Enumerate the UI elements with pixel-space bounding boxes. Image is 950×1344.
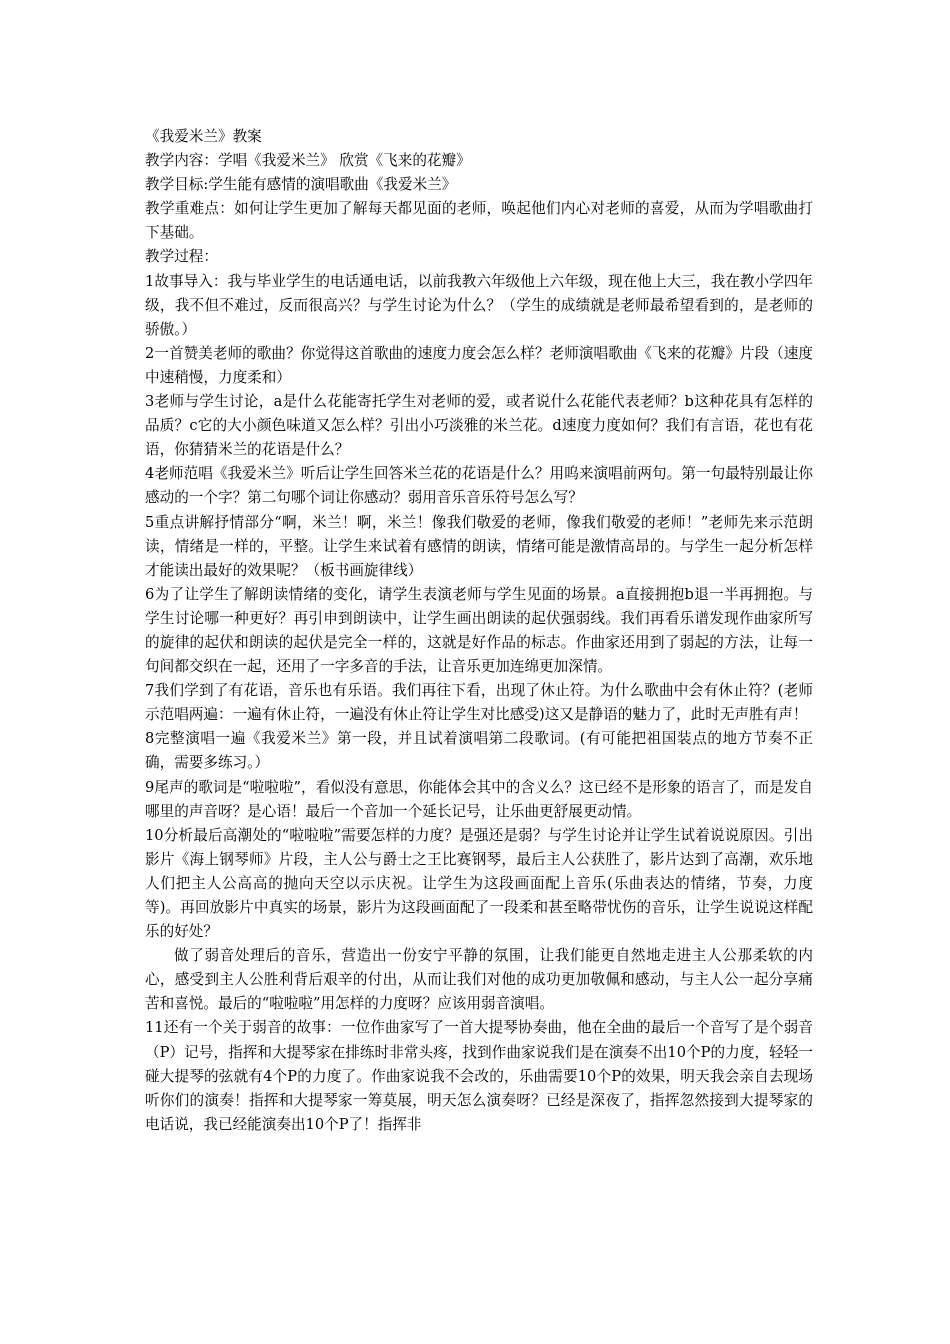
process-step-3: 3老师与学生讨论，a是什么花能寄托学生对老师的爱，或者说什么花能代表老师？b这种花具有怎样的品质？c它的大小颜色味道又怎么样？引出小巧淡雅的米兰花。d速度力度如何？我们有言语，花也有花语，你猜猜米兰的花语是什么？ [145,393,813,459]
process-step-6: 6为了让学生了解朗读情绪的变化，请学生表演老师与学生见面的场景。a直接拥抱b退一半再拥抱。与学生讨论哪一种更好？再引申到朗读中，让学生画出朗读的起伏强弱线。我们再看乐谱发现作曲家所写的旋律的起伏和朗读的起伏是完全一样的，这就是好作品的标志。作曲家还用到了弱起的方法，让每一句间都交织在一起，还用了一字多音的手法，让音乐更加连绵更加深情。 [145,585,813,676]
process-step-5: 5重点讲解抒情部分“啊，米兰！啊，米兰！像我们敬爱的老师，像我们敬爱的老师！”老师先来示范朗读，情绪是一样的，平整。让学生来试着有感情的朗读，情绪可能是激情高昂的。与学生一起分析怎样才能读出最好的效果呢？（板书画旋律线） [145,513,813,579]
process-step-11: 11还有一个关于弱音的故事：一位作曲家写了一首大提琴协奏曲，他在全曲的最后一个音写了是个弱音（P）记号，指挥和大提琴家在排练时非常头疼，找到作曲家说我们是在演奏不出10个P的力度，轻轻一碰大提琴的弦就有4个P的力度了。作曲家说我不会改的，乐曲需要10个P的效果，明天我会亲自去现场听你们的演奏！指挥和大提琴家一筹莫展，明天怎么演奏呀？已经是深夜了，指挥忽然接到大提琴家的电话说，我已经能演奏出10个P了！指挥非 [145,1019,813,1133]
document-page [145,125,813,1137]
teaching-keypoint-line: 教学重难点：如何让学生更加了解每天都见面的老师，唤起他们内心对老师的喜爱，从而为学唱歌曲打下基础。 [145,200,813,242]
process-step-4: 4老师范唱《我爱米兰》听后让学生回答米兰花的花语是什么？用呜来演唱前两句。第一句最特别最让你感动的一个字？第二句哪个词让你感动？弱用音乐音乐符号怎么写？ [145,465,813,507]
teaching-process-heading: 教学过程： [145,248,218,266]
process-step-10: 10分析最后高潮处的“啦啦啦”需要怎样的力度？是强还是弱？与学生讨论并让学生试着说说原因。引出影片《海上钢琴师》片段，主人公与爵士之王比赛钢琴，最后主人公获胜了，影片达到了高潮，欢乐地人们把主人公高高的抛向天空以示庆祝。让学生为这段画面配上音乐(乐曲表达的情绪，节奏，力度等)。再回放影片中真实的场景，影片为这段画面配了一段柔和甚至略带忧伤的音乐，让学生说说这样配乐的好处？ [145,826,813,941]
process-step-2: 2一首赞美老师的歌曲？你觉得这首歌曲的速度力度会怎么样？老师演唱歌曲《飞来的花瓣》片段（速度中速稍慢，力度柔和） [145,344,813,386]
document-title: 《我爱米兰》教案 [145,128,262,145]
teaching-goal-line: 教学目标:学生能有感情的演唱歌曲《我爱米兰》 [145,176,457,194]
process-step-10-continuation: 做了弱音处理后的音乐，营造出一份安宁平静的氛围，让我们能更自然地走进主人公那柔软的内心，感受到主人公胜利背后艰辛的付出，从而让我们对他的成功更加敬佩和感动，与主人公一起分享痛苦和喜悦。最后的“啦啦啦”用怎样的力度呀？应该用弱音演唱。 [145,947,813,1013]
process-step-8: 8完整演唱一遍《我爱米兰》第一段，并且试着演唱第二段歌词。(有可能把祖国装点的地方节奏不正确，需要多练习。） [145,730,813,772]
process-step-7: 7我们学到了有花语，音乐也有乐语。我们再往下看，出现了休止符。为什么歌曲中会有休止符？(老师示范唱两遍：一遍有休止符，一遍没有休止符让学生对比感受)这又是静语的魅力了，此时无声胜有声！ [145,682,813,724]
process-step-1: 1故事导入：我与毕业学生的电话通电话，以前我教六年级他上六年级，现在他上大三，我在教小学四年级，我不但不难过，反而很高兴？与学生讨论为什么？（学生的成绩就是老师最希望看到的，是老师的骄傲。） [145,272,813,338]
teaching-content-line: 教学内容：学唱《我爱米兰》 欣赏《飞来的花瓣》 [145,152,471,170]
process-step-9: 9尾声的歌词是“啦啦啦”，看似没有意思，你能体会其中的含义么？这已经不是形象的语言了，而是发自哪里的声音呀？是心语！最后一个音加一个延长记号，让乐曲更舒展更动情。 [145,778,813,820]
